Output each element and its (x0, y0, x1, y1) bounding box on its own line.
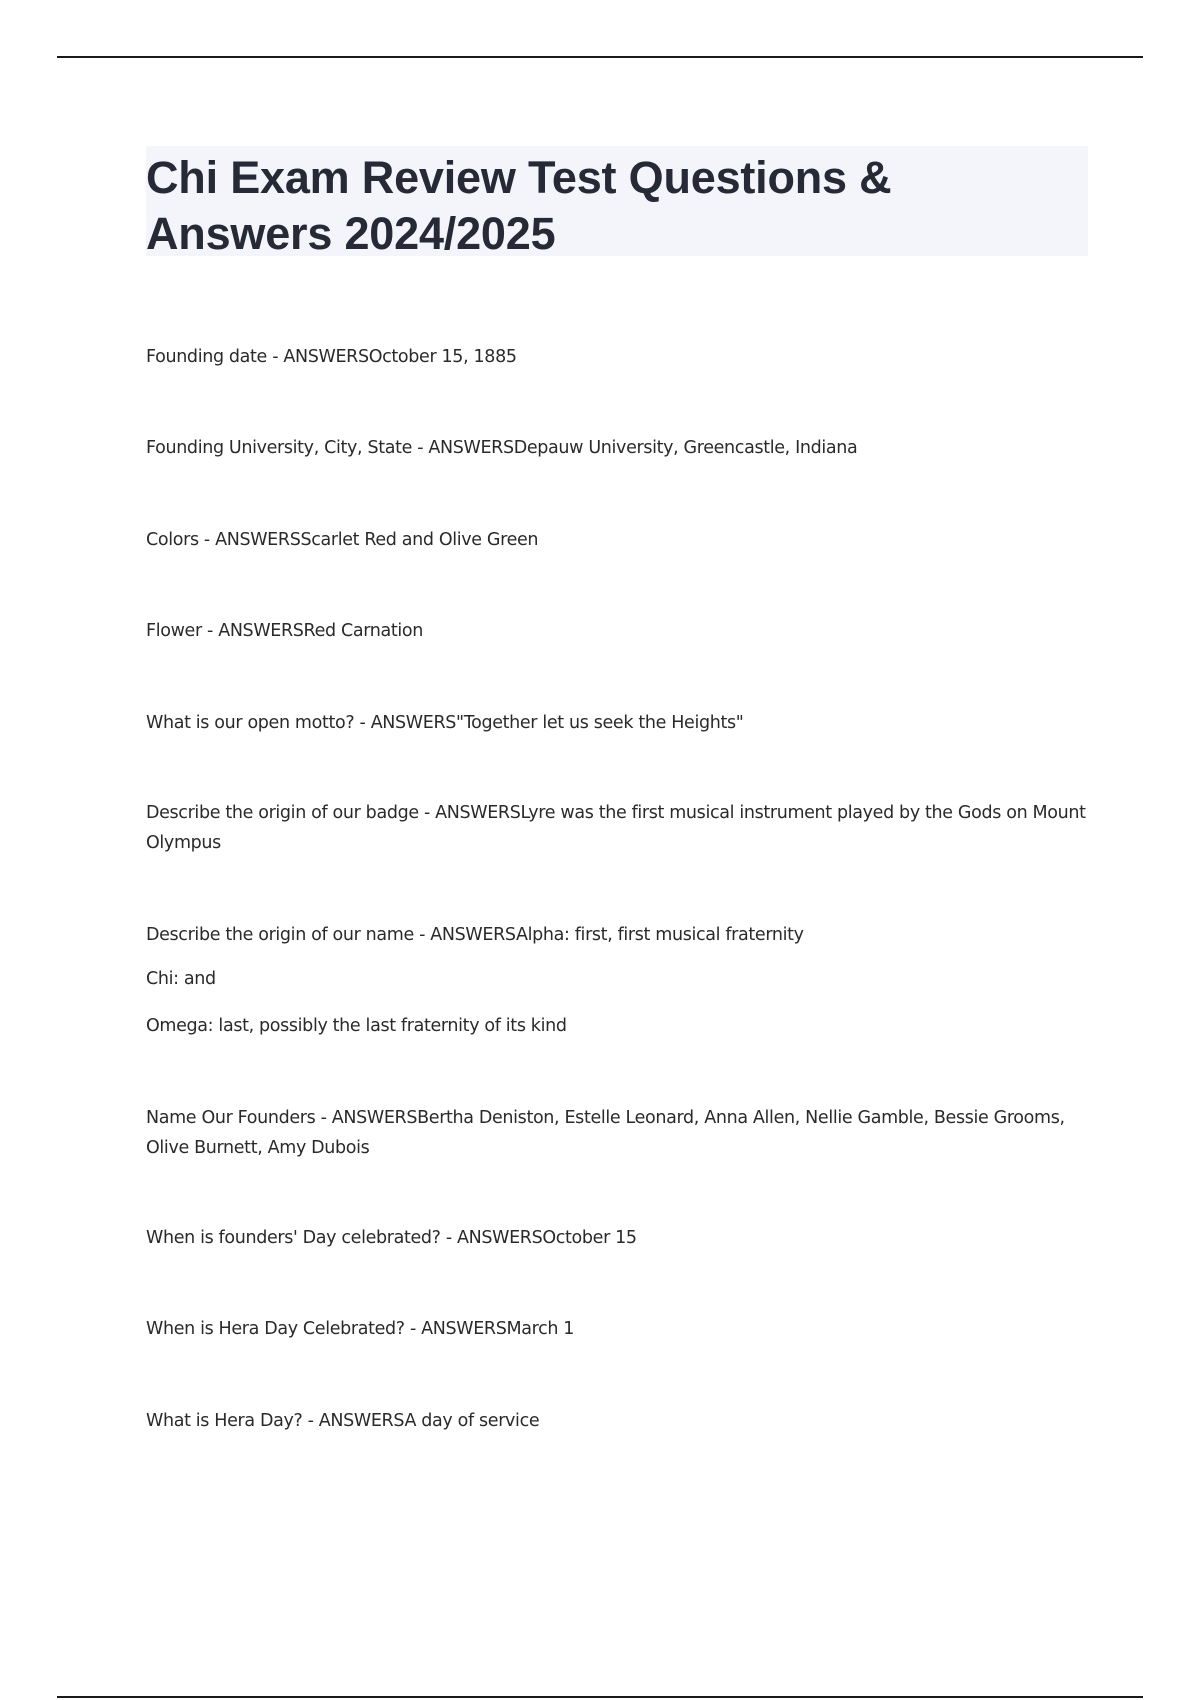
title-line-2: Answers 2024/2025 (146, 208, 556, 259)
qa-item-badge-origin: Describe the origin of our badge - ANSWERSLyre was the first musical instrument played by the Gods on Mount Olympus (146, 803, 1086, 853)
qa-item-founders: Name Our Founders - ANSWERSBertha Deniston, Estelle Leonard, Anna Allen, Nellie Gamble, Bessie Grooms, Olive Burnett, Amy Dubois (146, 1108, 1065, 1158)
document-title (146, 146, 1088, 262)
qa-item-hera-day-date: When is Hera Day Celebrated? - ANSWERSMarch 1 (146, 1319, 575, 1339)
title-banner (146, 146, 1088, 259)
qa-item-name-origin: Describe the origin of our name - ANSWERSAlpha: first, first musical fraternity (146, 925, 804, 945)
title-line-1: Chi Exam Review Test Questions & (146, 152, 892, 203)
top-page-rule (57, 56, 1143, 58)
qa-item-founding-date: Founding date - ANSWERSOctober 15, 1885 (146, 347, 517, 367)
qa-item-founders-day: When is founders' Day celebrated? - ANSWERSOctober 15 (146, 1228, 637, 1248)
bottom-page-rule (57, 1696, 1143, 1698)
qa-item-colors: Colors - ANSWERSScarlet Red and Olive Green (146, 530, 539, 550)
qa-item-flower: Flower - ANSWERSRed Carnation (146, 621, 423, 641)
qa-item-founding-university: Founding University, City, State - ANSWERSDepauw University, Greencastle, Indiana (146, 438, 858, 458)
qa-item-open-motto: What is our open motto? - ANSWERS"Together let us seek the Heights" (146, 713, 744, 733)
qa-item-name-origin-chi: Chi: and (146, 969, 216, 989)
qa-item-hera-day: What is Hera Day? - ANSWERSA day of service (146, 1411, 540, 1431)
qa-item-name-origin-omega: Omega: last, possibly the last fraternity of its kind (146, 1016, 567, 1036)
